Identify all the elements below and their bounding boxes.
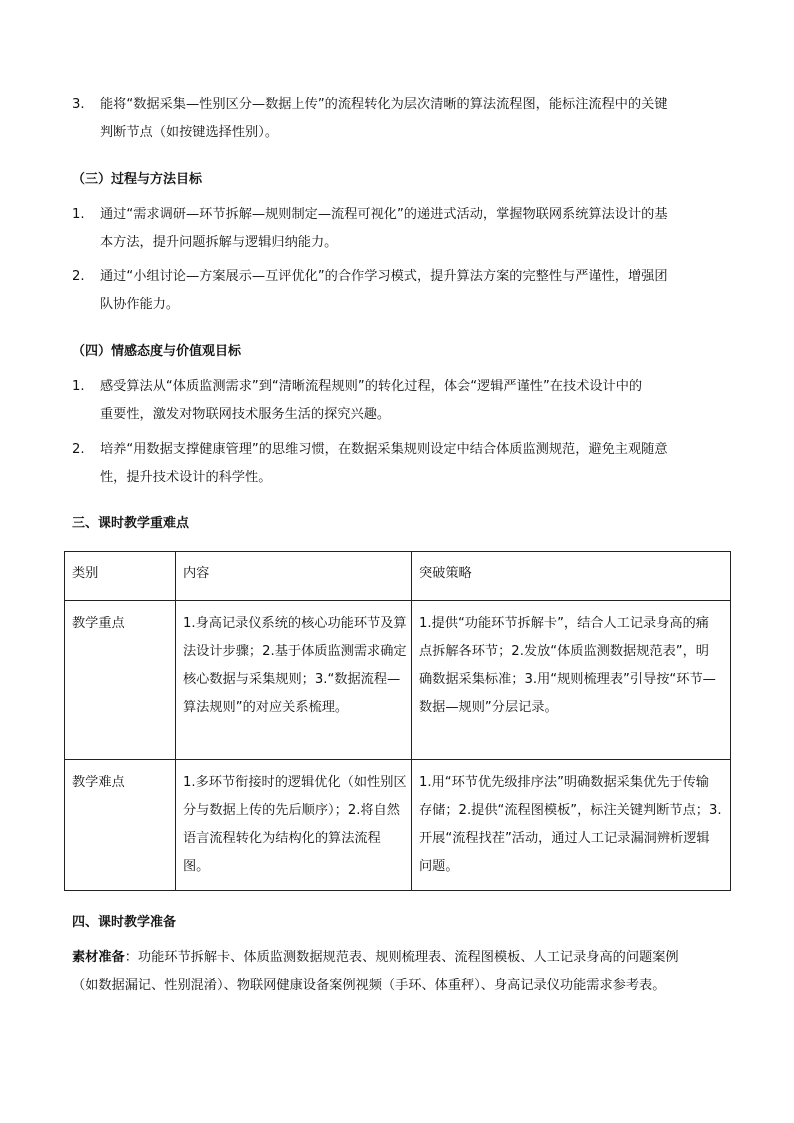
table-header-row: [65, 552, 731, 601]
prep-paragraph-line: （如数据漏记、性别混淆）、物联网健康设备案例视频（手环、体重秤）、身高记录仪功能需求参考表。: [72, 978, 666, 993]
section-heading: 四、课时教学准备: [72, 915, 177, 930]
list-item-text: 通过“需求调研—环节拆解—规则制定—流程可视化”的递进式活动，掌握物联网系统算法设计的基: [100, 207, 668, 222]
table-cell-strategy: 1.用“环节优先级排序法”明确数据采集优先于传输存储；2.提供“流程图模板”，标注关键判断节点；3.开展“流程找茬”活动，通过人工记录漏洞辨析逻辑问题。: [412, 760, 731, 891]
list-number: 2.: [72, 269, 85, 284]
list-item-text: 判断节点（如按键选择性别）。: [100, 125, 279, 140]
prep-label: 素材准备: [72, 950, 125, 965]
section-heading: （四）情感态度与价值观目标: [72, 344, 242, 359]
list-item-text: 重要性，激发对物联网技术服务生活的探究兴趣。: [100, 407, 391, 422]
list-item-text: 队协作能力。: [100, 297, 180, 312]
list-number: 3.: [72, 97, 85, 112]
table-cell-strategy: 1.提供“功能环节拆解卡”，结合人工记录身高的痛点拆解各环节；2.发放“体质监测数据规范表”，明确数据采集标准；3.用“规则梳理表”引导按“环节—数据—规则”分层记录。: [412, 601, 731, 760]
table-header-cell: 类别: [65, 552, 176, 601]
table-header-cell: 内容: [176, 552, 412, 601]
list-number: 1.: [72, 379, 85, 394]
prep-paragraph-line: [72, 943, 679, 973]
table-cell-content: 1.多环节衔接时的逻辑优化（如性别区分与数据上传的先后顺序）；2.将自然语言流程转化为结构化的算法流程图。: [176, 760, 412, 891]
table-cell-content: 1.身高记录仪系统的核心功能环节及算法设计步骤；2.基于体质监测需求确定核心数据与采集规则；3.“数据流程—算法规则”的对应关系梳理。: [176, 601, 412, 760]
table-cell-category: 教学重点: [65, 601, 176, 760]
table-header-cell: 突破策略: [412, 552, 731, 601]
list-item-text: 通过“小组讨论—方案展示—互评优化”的合作学习模式，提升算法方案的完整性与严谨性，增强团: [100, 269, 668, 284]
section-heading: （三）过程与方法目标: [72, 172, 203, 187]
list-number: 1.: [72, 207, 85, 222]
list-number: 2.: [72, 442, 85, 457]
section-heading: 三、课时教学重难点: [72, 516, 190, 531]
list-item-text: 感受算法从“体质监测需求”到“清晰流程规则”的转化过程，体会“逻辑严谨性”在技术设计中的: [100, 379, 643, 394]
table-row: [65, 760, 731, 891]
list-item-text: 本方法，提升问题拆解与逻辑归纳能力。: [100, 235, 338, 250]
list-item-text: 培养“用数据支撑健康管理”的思维习惯，在数据采集规则设定中结合体质监测规范，避免主观随意: [100, 442, 668, 457]
list-item-text: 能将“数据采集—性别区分—数据上传”的流程转化为层次清晰的算法流程图，能标注流程中的关键: [100, 97, 668, 112]
keypoints-table: [64, 551, 731, 891]
prep-text: ：功能环节拆解卡、体质监测数据规范表、规则梳理表、流程图模板、人工记录身高的问题案例: [124, 950, 679, 965]
table-cell-category: 教学难点: [65, 760, 176, 891]
table-row: [65, 601, 731, 760]
list-item-text: 性，提升技术设计的科学性。: [100, 470, 272, 485]
